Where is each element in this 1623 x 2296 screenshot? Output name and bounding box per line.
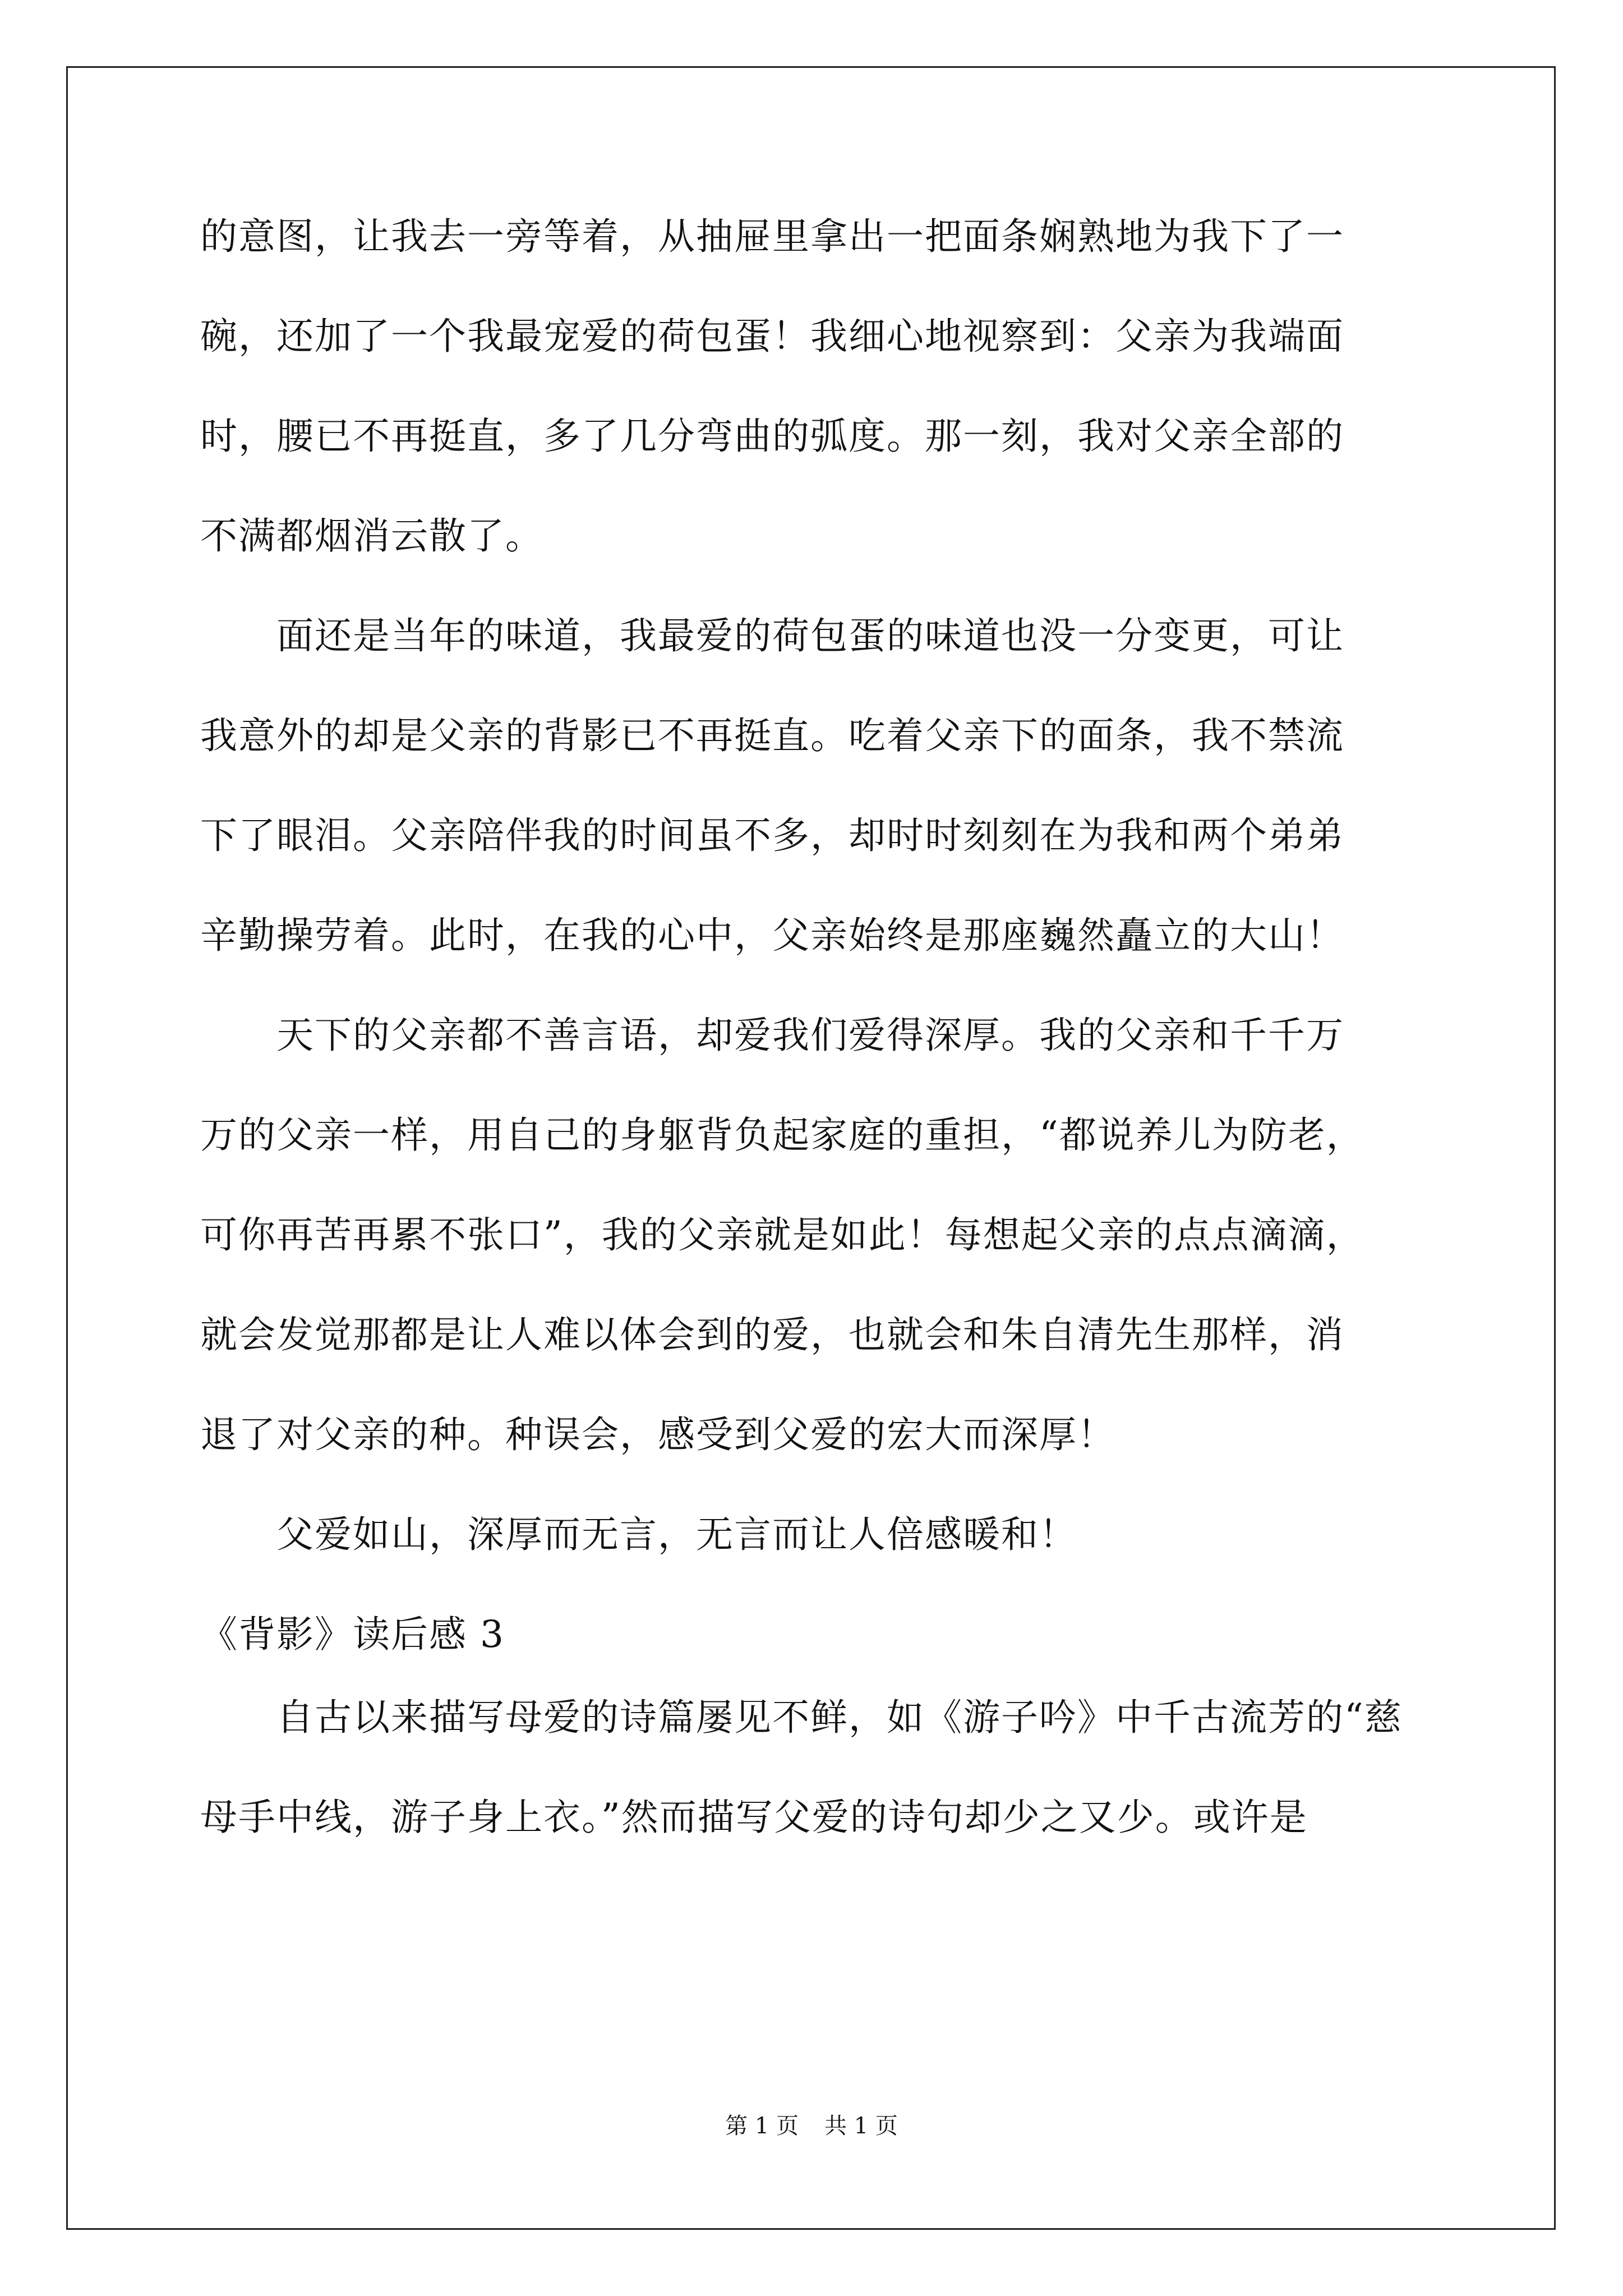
document-body xyxy=(200,203,1425,1884)
text-line: 的意图，让我去一旁等着，从抽屉里拿出一把面条娴熟地为我下了一 xyxy=(200,215,1344,258)
text-line: 碗，还加了一个我最宠爱的荷包蛋！我细心地视察到：父亲为我端面 xyxy=(200,315,1344,358)
text-line: 母手中线，游子身上衣。”然而描写父爱的诗句却少之又少。或许是 xyxy=(200,1796,1308,1839)
section-heading: 《背影》读后感 3 xyxy=(200,1613,505,1656)
paragraph-start-line: 天下的父亲都不善言语，却爱我们爱得深厚。我的父亲和千千万 xyxy=(200,1014,1344,1057)
text-line: 不满都烟消云散了。 xyxy=(200,514,543,558)
paragraph-start-line: 面还是当年的味道，我最爱的荷包蛋的味道也没一分变更，可让 xyxy=(200,614,1344,657)
page-total: 共 1 页 xyxy=(824,2113,898,2139)
page-number: 第 1 页 xyxy=(725,2113,799,2139)
text-line: 我意外的却是父亲的背影已不再挺直。吃着父亲下的面条，我不禁流 xyxy=(200,714,1344,757)
paragraph-start-line: 自古以来描写母爱的诗篇屡见不鲜，如《游子吟》中千古流芳的“慈 xyxy=(200,1696,1403,1739)
paragraph-start-line: 父爱如山，深厚而无言，无言而让人倍感暖和！ xyxy=(200,1513,1077,1556)
text-line: 下了眼泪。父亲陪伴我的时间虽不多，却时时刻刻在为我和两个弟弟 xyxy=(200,814,1344,857)
text-line: 时，腰已不再挺直，多了几分弯曲的弧度。那一刻，我对父亲全部的 xyxy=(200,415,1344,458)
text-line: 辛勤操劳着。此时，在我的心中，父亲始终是那座巍然矗立的大山！ xyxy=(200,914,1344,957)
page-footer xyxy=(0,2109,1623,2143)
text-line: 就会发觉那都是让人难以体会到的爱，也就会和朱自清先生那样，消 xyxy=(200,1313,1344,1356)
text-line: 退了对父亲的种。种误会，感受到父爱的宏大而深厚！ xyxy=(200,1413,1115,1456)
text-line: 可你再苦再累不张口”，我的父亲就是如此！每想起父亲的点点滴滴， xyxy=(200,1213,1364,1257)
text-line: 万的父亲一样，用自己的身躯背负起家庭的重担，“都说养儿为防老， xyxy=(200,1114,1364,1157)
